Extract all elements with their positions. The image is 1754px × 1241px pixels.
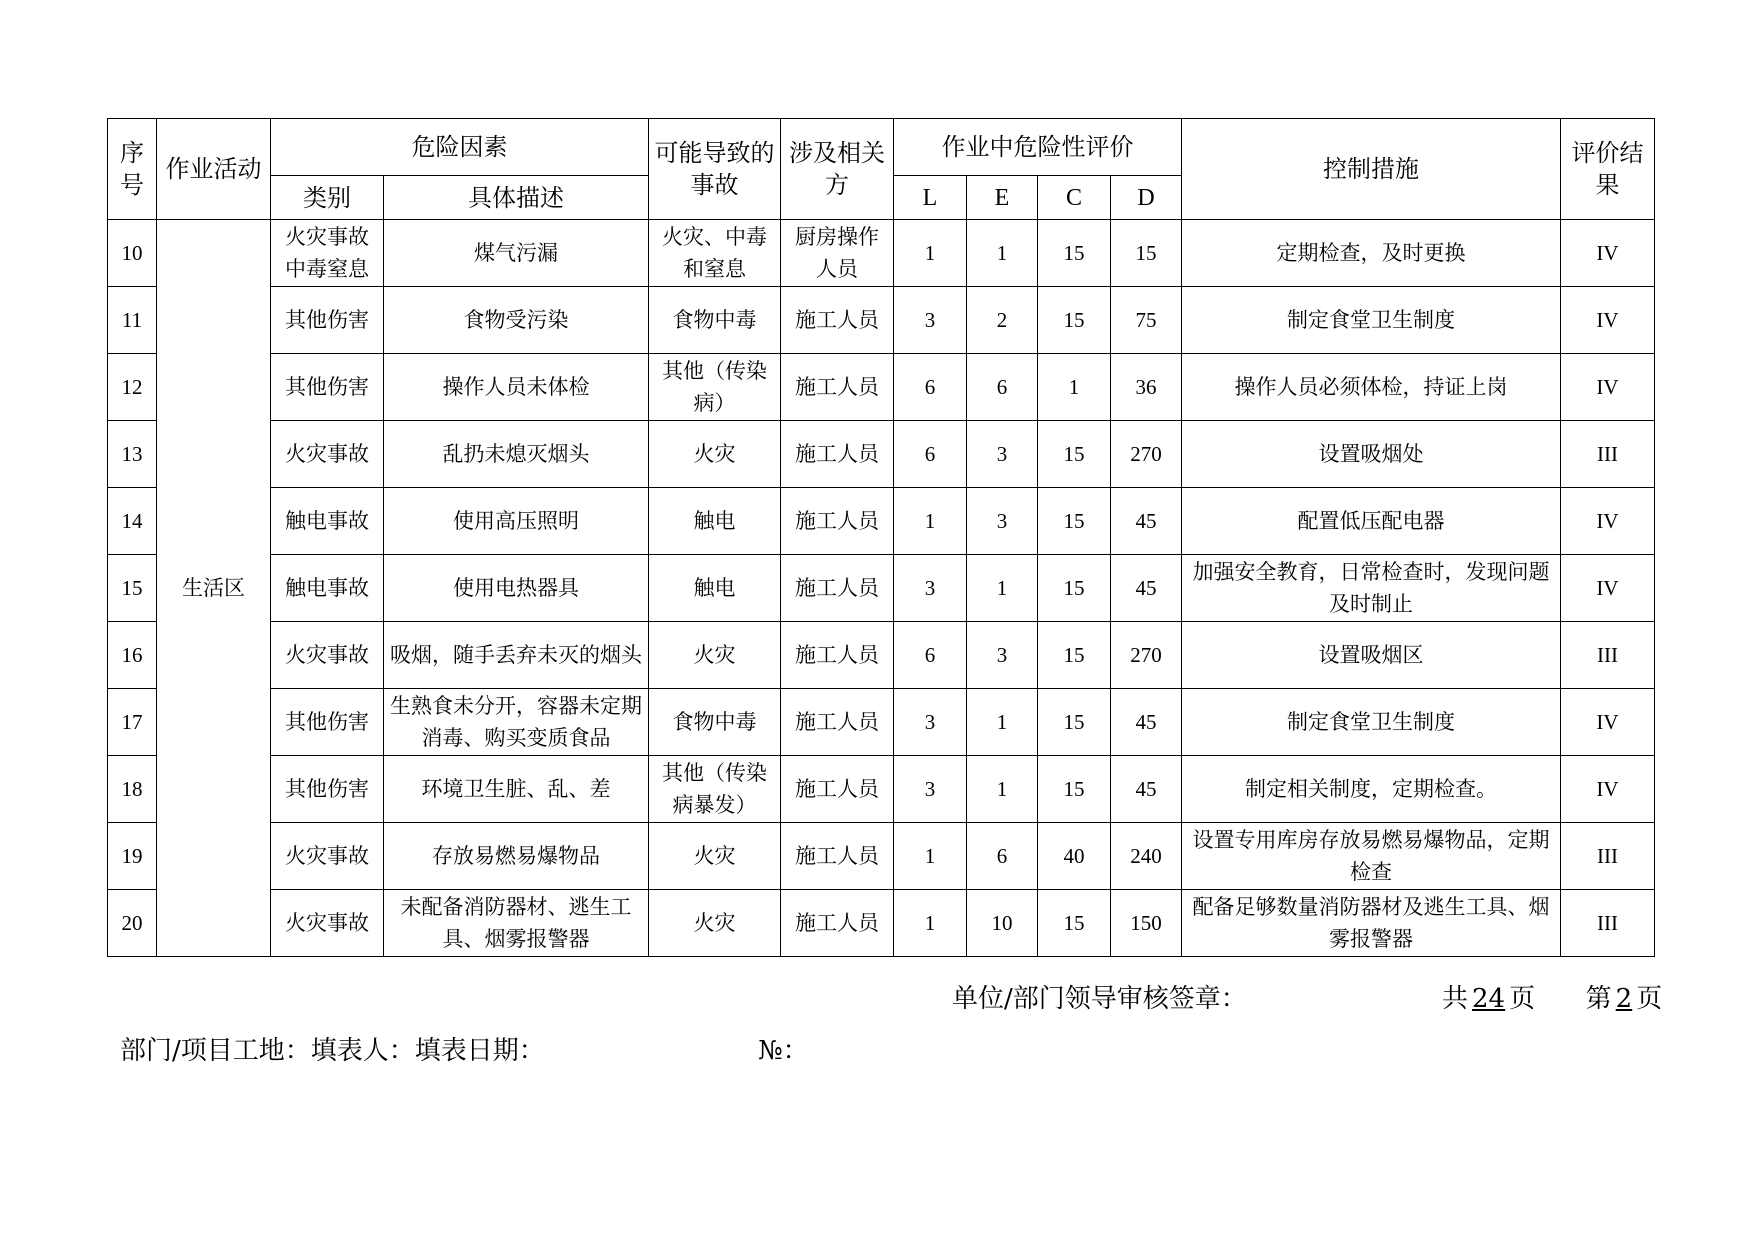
total-prefix: 共: [1442, 984, 1469, 1014]
e-value-cell: 3: [967, 488, 1038, 555]
header-c: C: [1038, 176, 1111, 220]
table-row: [108, 220, 1655, 287]
accident-cell: 火灾: [649, 421, 781, 488]
e-value-cell: 10: [967, 890, 1038, 957]
c-value-cell: 15: [1038, 287, 1111, 354]
c-value-cell: 15: [1038, 421, 1111, 488]
header-accident: 可能导致的事故: [649, 119, 781, 220]
accident-cell: 食物中毒: [649, 287, 781, 354]
seq-cell: 15: [108, 555, 157, 622]
accident-cell: 火灾: [649, 890, 781, 957]
description-cell: 生熟食未分开，容器未定期消毒、购买变质食品: [384, 689, 649, 756]
category-cell: 火灾事故: [271, 622, 384, 689]
party-cell: 施工人员: [781, 354, 894, 421]
control-cell: 制定相关制度，定期检查。: [1182, 756, 1561, 823]
d-value-cell: 15: [1111, 220, 1182, 287]
page-prefix: 第: [1585, 984, 1612, 1014]
description-cell: 乱扔未熄灭烟头: [384, 421, 649, 488]
l-value-cell: 6: [894, 354, 967, 421]
c-value-cell: 15: [1038, 488, 1111, 555]
category-cell: 触电事故: [271, 555, 384, 622]
d-value-cell: 75: [1111, 287, 1182, 354]
description-cell: 吸烟，随手丢弃未灭的烟头: [384, 622, 649, 689]
description-cell: 环境卫生脏、乱、差: [384, 756, 649, 823]
accident-cell: 火灾、中毒和窒息: [649, 220, 781, 287]
table-row: [108, 756, 1655, 823]
c-value-cell: 15: [1038, 890, 1111, 957]
party-cell: 施工人员: [781, 756, 894, 823]
l-value-cell: 1: [894, 220, 967, 287]
header-hazard-desc: 具体描述: [384, 176, 649, 220]
seq-cell: 18: [108, 756, 157, 823]
header-result: 评价结果: [1561, 119, 1655, 220]
seq-cell: 14: [108, 488, 157, 555]
result-cell: IV: [1561, 689, 1655, 756]
party-cell: 施工人员: [781, 823, 894, 890]
header-evaluation: 作业中危险性评价: [894, 119, 1182, 176]
result-cell: III: [1561, 622, 1655, 689]
hazard-evaluation-table: [107, 118, 1655, 957]
d-value-cell: 45: [1111, 488, 1182, 555]
party-cell: 施工人员: [781, 555, 894, 622]
e-value-cell: 1: [967, 220, 1038, 287]
party-cell: 施工人员: [781, 689, 894, 756]
header-control: 控制措施: [1182, 119, 1561, 220]
table-row: [108, 354, 1655, 421]
control-cell: 设置吸烟处: [1182, 421, 1561, 488]
total-suffix: 页: [1509, 984, 1536, 1014]
l-value-cell: 3: [894, 287, 967, 354]
description-cell: 食物受污染: [384, 287, 649, 354]
table-row: [108, 421, 1655, 488]
party-cell: 施工人员: [781, 622, 894, 689]
page-number: 2: [1615, 984, 1633, 1014]
page-suffix: 页: [1636, 984, 1663, 1014]
result-cell: III: [1561, 823, 1655, 890]
control-cell: 设置专用库房存放易燃易爆物品，定期检查: [1182, 823, 1561, 890]
control-cell: 配备足够数量消防器材及逃生工具、烟雾报警器: [1182, 890, 1561, 957]
c-value-cell: 40: [1038, 823, 1111, 890]
l-value-cell: 3: [894, 555, 967, 622]
e-value-cell: 2: [967, 287, 1038, 354]
control-cell: 制定食堂卫生制度: [1182, 689, 1561, 756]
category-cell: 火灾事故: [271, 890, 384, 957]
e-value-cell: 1: [967, 689, 1038, 756]
accident-cell: 触电: [649, 555, 781, 622]
e-value-cell: 6: [967, 823, 1038, 890]
table-row: [108, 287, 1655, 354]
d-value-cell: 45: [1111, 555, 1182, 622]
l-value-cell: 6: [894, 421, 967, 488]
table-body: [108, 220, 1655, 957]
header-seq: 序号: [108, 119, 157, 220]
category-cell: 其他伤害: [271, 354, 384, 421]
description-cell: 使用电热器具: [384, 555, 649, 622]
description-cell: 使用高压照明: [384, 488, 649, 555]
description-cell: 煤气污漏: [384, 220, 649, 287]
control-cell: 定期检查，及时更换: [1182, 220, 1561, 287]
seq-cell: 20: [108, 890, 157, 957]
result-cell: IV: [1561, 488, 1655, 555]
number-label: №：: [758, 1036, 809, 1066]
party-cell: 施工人员: [781, 287, 894, 354]
d-value-cell: 45: [1111, 689, 1182, 756]
header-hazard-category: 类别: [271, 176, 384, 220]
d-value-cell: 270: [1111, 622, 1182, 689]
header-hazard: 危险因素: [271, 119, 649, 176]
page-count: [1442, 978, 1662, 1015]
accident-cell: 食物中毒: [649, 689, 781, 756]
accident-cell: 火灾: [649, 622, 781, 689]
accident-cell: 火灾: [649, 823, 781, 890]
d-value-cell: 240: [1111, 823, 1182, 890]
result-cell: IV: [1561, 354, 1655, 421]
c-value-cell: 15: [1038, 622, 1111, 689]
l-value-cell: 6: [894, 622, 967, 689]
l-value-cell: 3: [894, 689, 967, 756]
control-cell: 设置吸烟区: [1182, 622, 1561, 689]
result-cell: IV: [1561, 220, 1655, 287]
seq-cell: 16: [108, 622, 157, 689]
header-e: E: [967, 176, 1038, 220]
l-value-cell: 1: [894, 488, 967, 555]
department-label: 部门/项目工地：填表人：填表日期：: [120, 1036, 545, 1066]
c-value-cell: 1: [1038, 354, 1111, 421]
accident-cell: 其他（传染病）: [649, 354, 781, 421]
seq-cell: 17: [108, 689, 157, 756]
control-cell: 配置低压配电器: [1182, 488, 1561, 555]
d-value-cell: 270: [1111, 421, 1182, 488]
description-cell: 操作人员未体检: [384, 354, 649, 421]
e-value-cell: 3: [967, 622, 1038, 689]
l-value-cell: 1: [894, 823, 967, 890]
seq-cell: 19: [108, 823, 157, 890]
party-cell: 施工人员: [781, 488, 894, 555]
header-party: 涉及相关方: [781, 119, 894, 220]
header-d: D: [1111, 176, 1182, 220]
party-cell: 施工人员: [781, 890, 894, 957]
c-value-cell: 15: [1038, 555, 1111, 622]
e-value-cell: 3: [967, 421, 1038, 488]
table-row: [108, 488, 1655, 555]
c-value-cell: 15: [1038, 220, 1111, 287]
party-cell: 施工人员: [781, 421, 894, 488]
accident-cell: 其他（传染病暴发）: [649, 756, 781, 823]
activity-cell: 生活区: [157, 220, 271, 957]
category-cell: 触电事故: [271, 488, 384, 555]
result-cell: III: [1561, 890, 1655, 957]
table-row: [108, 555, 1655, 622]
result-cell: IV: [1561, 287, 1655, 354]
category-cell: 火灾事故: [271, 421, 384, 488]
control-cell: 制定食堂卫生制度: [1182, 287, 1561, 354]
category-cell: 火灾事故: [271, 823, 384, 890]
table-header: [108, 119, 1655, 220]
category-cell: 其他伤害: [271, 756, 384, 823]
l-value-cell: 3: [894, 756, 967, 823]
c-value-cell: 15: [1038, 756, 1111, 823]
header-l: L: [894, 176, 967, 220]
result-cell: IV: [1561, 756, 1655, 823]
description-cell: 未配备消防器材、逃生工具、烟雾报警器: [384, 890, 649, 957]
e-value-cell: 1: [967, 555, 1038, 622]
table-row: [108, 622, 1655, 689]
accident-cell: 触电: [649, 488, 781, 555]
seq-cell: 11: [108, 287, 157, 354]
seq-cell: 10: [108, 220, 157, 287]
table-row: [108, 823, 1655, 890]
total-pages: 24: [1472, 984, 1506, 1014]
d-value-cell: 150: [1111, 890, 1182, 957]
d-value-cell: 45: [1111, 756, 1182, 823]
category-cell: 其他伤害: [271, 689, 384, 756]
description-cell: 存放易燃易爆物品: [384, 823, 649, 890]
table-row: [108, 890, 1655, 957]
seq-cell: 12: [108, 354, 157, 421]
party-cell: 厨房操作人员: [781, 220, 894, 287]
c-value-cell: 15: [1038, 689, 1111, 756]
result-cell: III: [1561, 421, 1655, 488]
result-cell: IV: [1561, 555, 1655, 622]
category-cell: 火灾事故中毒窒息: [271, 220, 384, 287]
control-cell: 加强安全教育，日常检查时，发现问题及时制止: [1182, 555, 1561, 622]
e-value-cell: 6: [967, 354, 1038, 421]
e-value-cell: 1: [967, 756, 1038, 823]
table-row: [108, 689, 1655, 756]
control-cell: 操作人员必须体检，持证上岗: [1182, 354, 1561, 421]
header-activity: 作业活动: [157, 119, 271, 220]
seq-cell: 13: [108, 421, 157, 488]
l-value-cell: 1: [894, 890, 967, 957]
signature-label: 单位/部门领导审核签章：: [952, 984, 1247, 1014]
category-cell: 其他伤害: [271, 287, 384, 354]
d-value-cell: 36: [1111, 354, 1182, 421]
